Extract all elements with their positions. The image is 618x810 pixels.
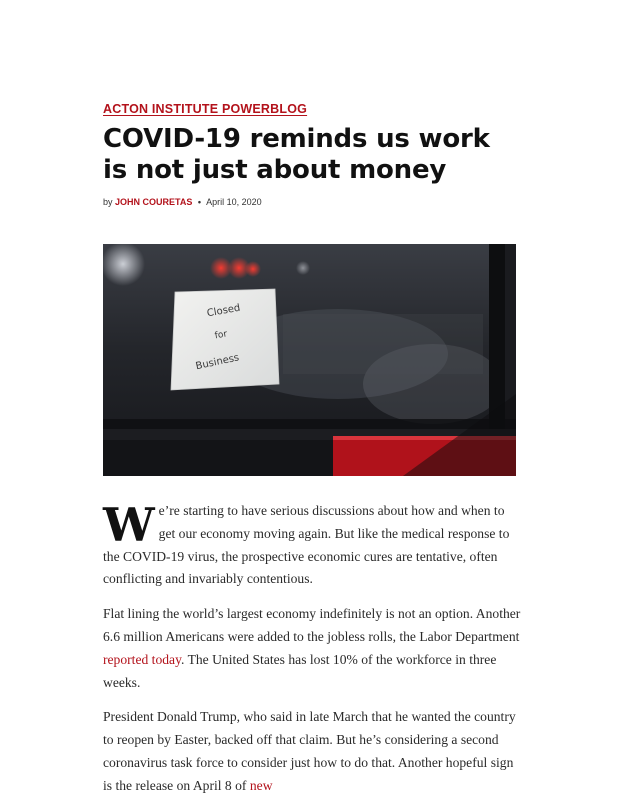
byline	[103, 196, 519, 208]
article-body	[103, 500, 521, 810]
article-photo	[103, 244, 516, 476]
new-link[interactable]: new	[249, 777, 273, 793]
byline-prefix: by	[103, 197, 113, 207]
paragraph-2-text-b: . The United States has lost 10% of the workforce in three weeks.	[103, 651, 497, 690]
drop-cap: W	[103, 498, 155, 552]
sign-line-3: Business	[194, 352, 241, 373]
paragraph-3-text: President Donald Trump, who said in late March that he wanted the country to reopen by Easter, backed off that claim. But he’s considering a second coronavirus task force to consider just how to do that. Another hopeful sign is the release on April 8 of	[103, 709, 516, 793]
paragraph-1	[103, 500, 521, 591]
publish-date: April 10, 2020	[206, 197, 262, 207]
paragraph-3	[103, 706, 521, 797]
article-header	[103, 100, 519, 208]
sign-line-1: Closed	[206, 302, 242, 320]
paragraph-2-text-a: Flat lining the world’s largest economy indefinitely is not an option. Another 6.6 million Americans were added to the jobless rolls, the Labor Department	[103, 606, 521, 644]
author-link[interactable]: JOHN COURETAS	[115, 197, 193, 207]
paragraph-1-text: e’re starting to have serious discussions about how and when to get our economy moving again. But like the medical response to the COVID-19 virus, the prospective economic cures are tentative, often conflicting and invariably contentious.	[103, 503, 510, 587]
sign-line-2: for	[214, 329, 229, 342]
byline-separator: •	[197, 197, 202, 207]
paragraph-2	[103, 603, 521, 694]
blog-section-link[interactable]: ACTON INSTITUTE POWERBLOG	[103, 102, 308, 116]
article-headline: COVID-19 reminds us work is not just about money	[103, 124, 490, 185]
reported-today-link[interactable]: reported today	[103, 651, 182, 667]
